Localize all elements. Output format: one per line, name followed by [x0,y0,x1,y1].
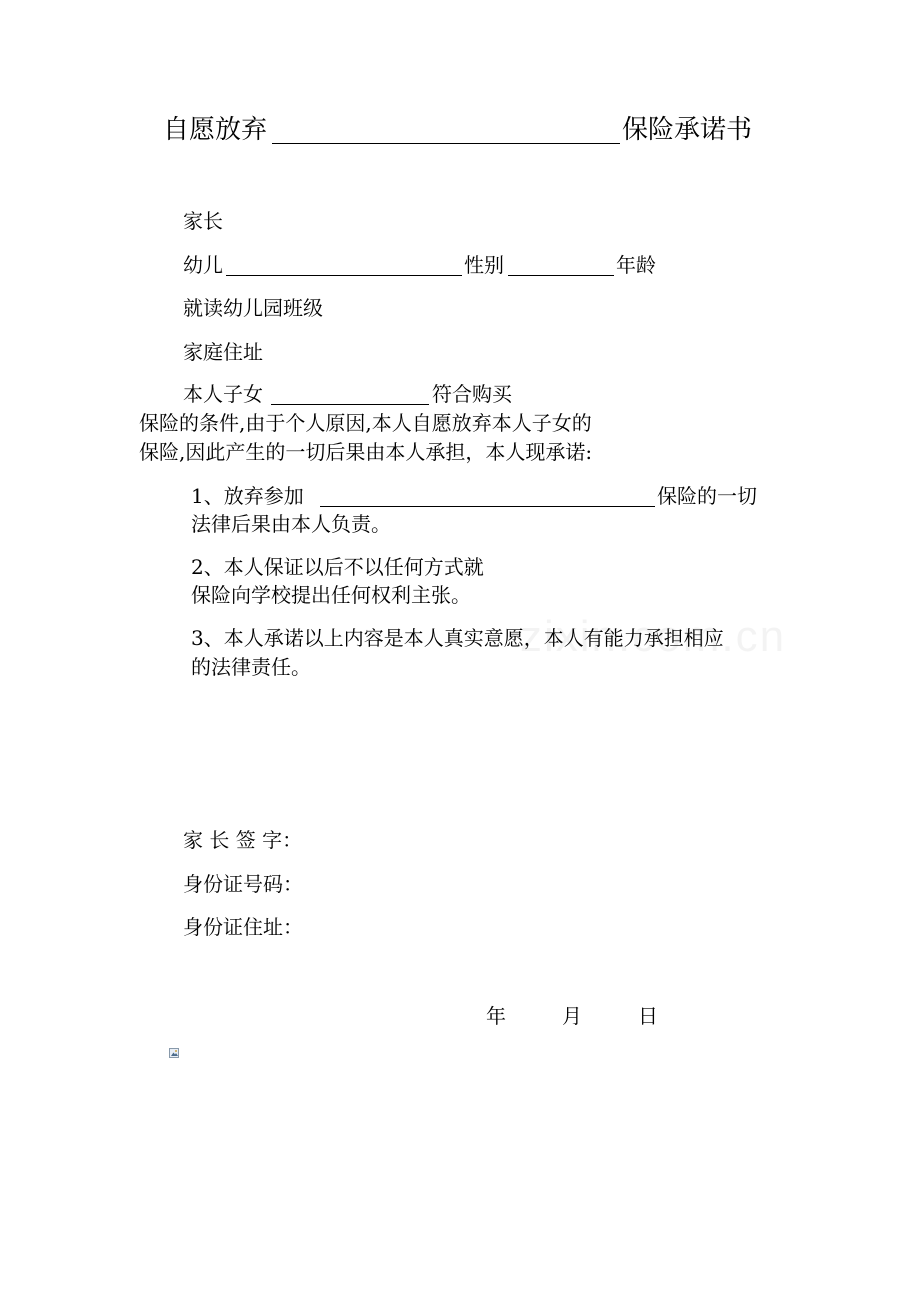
statement-line1-b: 符合购买 [432,382,512,406]
id-number-label: 身份证号码： [183,872,303,896]
signature-label: 家 长 签 字： [183,828,303,852]
child-label: 幼儿 [183,253,223,277]
statement-line2: 保险的条件,由于个人原因,本人自愿放弃本人子女的 [139,411,592,435]
item1-blank[interactable] [320,506,655,507]
address-label: 家庭住址 [183,340,263,364]
statement-line3: 保险,因此产生的一切后果由本人承担，本人现承诺: [139,440,593,464]
child-blank[interactable] [226,275,462,276]
class-label: 就读幼儿园班级 [183,296,323,320]
title-suffix: 保险承诺书 [622,115,753,145]
item1-text-a: 1、放弃参加 [191,484,304,508]
watermark [520,612,786,662]
image-placeholder-icon [169,1048,179,1058]
item3-text-b: 的法律责任。 [191,655,311,679]
item1-text-c: 法律后果由本人负责。 [191,512,391,536]
gender-blank[interactable] [508,275,614,276]
statement-line1-a: 本人子女 [183,382,263,406]
title-prefix: 自愿放弃 [163,115,268,145]
item2-text-b: 保险向学校提出任何权利主张。 [191,583,471,607]
id-address-label: 身份证住址： [183,915,303,939]
date-year: 年 [486,1004,506,1028]
item1-text-b: 保险的一切 [657,484,757,508]
age-label: 年龄 [616,253,656,277]
child-name-blank[interactable] [271,404,429,405]
gender-label: 性别 [464,253,504,277]
item2-text-a: 2、本人保证以后不以任何方式就 [191,555,484,579]
date-day: 日 [638,1004,658,1028]
title-blank[interactable] [272,143,620,144]
item3-text-a: 3、本人承诺以上内容是本人真实意愿，本人有能力承担相应 [191,626,724,650]
parent-label: 家长 [183,209,223,233]
date-month: 月 [562,1004,582,1028]
